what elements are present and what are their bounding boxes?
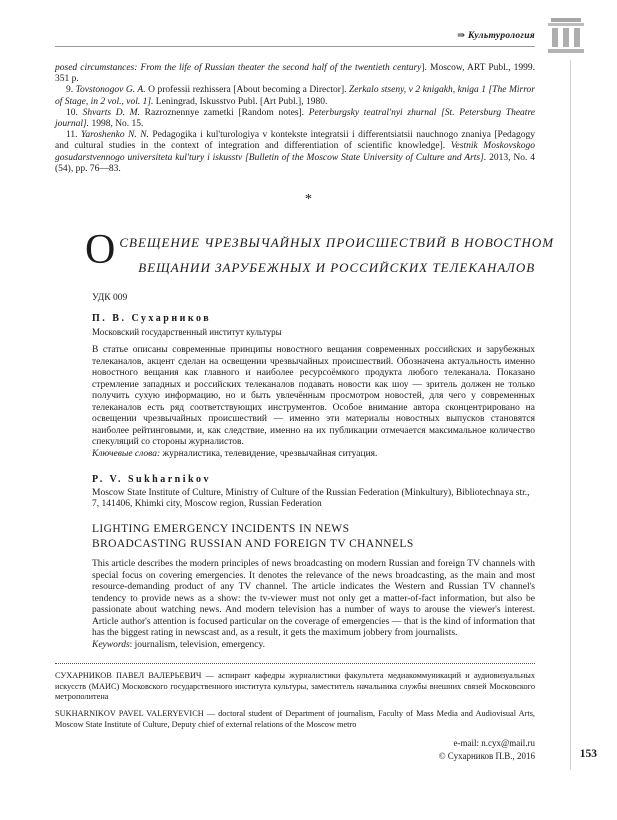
author-email: e-mail: n.cyx@mail.ru [453,737,535,748]
title-drop-cap: О [85,227,116,274]
keywords-en: Keywords: journalism, television, emergency. [92,639,265,650]
margin-rule [570,60,571,770]
reference-item: 11. Yaroshenko N. N. Pedagogika i kul'turologiya v kontekste integratsii i differentsiatsii nauchnogo znaniya [Pedagogy and cultural studies in the context of integration and differentiation of scientific knowledge]. Vestnik Moskovskogo gosudarstvennogo universiteta kul'tury i iskusstv [Bulletin of the Moscow State University of Culture and Arts]. 2013, No. 4 (54), pp. 76—83. [55,130,535,174]
title-line-1: СВЕЩЕНИЕ ЧРЕЗВЫЧАЙНЫХ ПРОИСШЕСТВИЙ В НОВОСТНОМ [119,235,555,251]
author-name-ru: П. В. Сухарников [92,313,212,325]
udc-code: УДК 009 [92,293,128,304]
footnote-separator [55,663,535,664]
title-en-line-1: LIGHTING EMERGENCY INCIDENTS IN NEWS [92,523,350,536]
affiliation-ru: Московский государственный институт культуры [92,327,282,338]
abstract-ru: В статье описаны современные принципы новостного вещания современных российских и зарубежных телеканалов, акцент сделан на освещении чрезвычайных происшествий. Обозначена актуальность именно новостного вещания как главного и наиболее ресурсоёмкого продукта любого телеканала. Показано стремление западных и российских телеканалов подавать новости как шоу — зритель должен не только получить сухую информацию, но и быть увлечённым просмотром новостей, для чего у современных телеканалов есть ряд соответствующих инструментов. Особое внимание автора сконцентрировано на освещении чрезвычайных происшествий — именно эти материалы новостных выпусков становятся наиболее рейтинговыми, и, как следствие, именно на их публикации отмечается максимальное количество спекуляций со стороны журналистов. [92,345,535,448]
title-text [119,229,554,280]
reference-item: posed circumstances: From the life of Russian theater the second half of the twentieth century]. Moscow, ART Publ., 1999. 351 p. [55,63,535,85]
running-head [55,30,535,47]
references-section [55,63,535,175]
section-label: ⇒ Культурология [457,31,535,41]
copyright-notice: © Сухарников П.В., 2016 [438,750,535,761]
keywords-ru: Ключевые слова: журналистика, телевидение, чрезвычайная ситуация. [92,448,378,459]
reference-item: 9. Tovstonogov G. A. O professii rezhissera [About becoming a Director]. Zerkalo stseny, v 2 knigakh, kniga 1 [The Mirror of Stage, in 2 vol., vol. 1]. Leningrad, Iskusstvo Publ. [Art Publ.], 1980. [55,85,535,107]
author-bio-en: SUKHARNIKOV PAVEL VALERYEVICH — doctoral student of Department of journalism, Faculty of Mass Media and Audiovisual Arts, Moscow State Institute of Culture, Deputy chief of external relations of the Moscow metro [55,709,535,729]
affiliation-en: Moscow State Institute of Culture, Ministry of Culture of the Russian Federation (Minkultury), Bibliotechnaya str., 7, 141406, Khimki city, Moscow region, Russian Federation [92,488,530,510]
author-name-en: P. V. Sukharnikov [92,474,212,486]
section-separator: * [305,192,312,208]
title-line-2: ВЕЩАНИИ ЗАРУБЕЖНЫХ И РОССИЙСКИХ ТЕЛЕКАНАЛОВ [138,260,536,276]
reference-item: 10. Shvarts D. M. Razroznennye zametki [Random notes]. Peterburgsky teatral'nyi zhurnal [St. Petersburg Theatre journal]. 1998, No. 15. [55,107,536,130]
abstract-en: This article describes the modern principles of news broadcasting on modern Russian and foreign TV channels with special focus on covering emergencies. It denotes the relevance of the news broadcasting, as the main and most resource-demanding product of any TV channel. The article indicates the Western and Russian TV channel's tendency to provide news as a show: the tv-viewer must not only get a matter-of-fact information, but also be passionate about watching news. And modern television has a number of ways to arouse the viewer's interest. Article author's attention is focused particular on the coverage of emergencies — that is the kind of information that has the biggest rating in newscast and, as a result, it gets the maximum jobbery from journalists. [92,559,535,639]
author-bio-ru: СУХАРНИКОВ ПАВЕЛ ВАЛЕРЬЕВИЧ — аспирант кафедры журналистики факультета медиакоммуникаций и аудиовизуальных искусств (МАИС) Московского государственного института культуры, заместитель начальника службы внешних связей Московского метрополитена [55,671,535,702]
page-number: 153 [579,748,597,760]
title-en [92,522,535,551]
title-en-line-2: BROADCASTING RUSSIAN AND FOREIGN TV CHANNELS [92,537,414,550]
columns-logo-icon [547,18,585,54]
article-title [85,227,555,280]
